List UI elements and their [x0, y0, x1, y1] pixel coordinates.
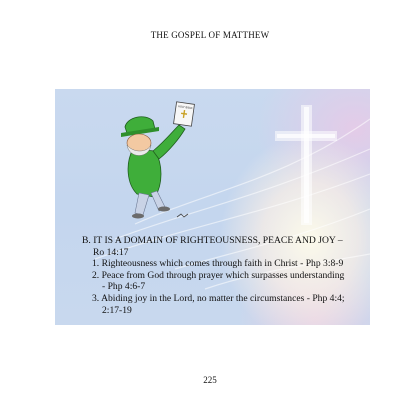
slide-heading: B. IT IS A DOMAIN OF RIGHTEOUSNESS, PEACE AND JOY – [82, 235, 343, 246]
list-item-continued: 2:17-19 [102, 304, 132, 316]
list-item: 3. Abiding joy in the Lord, no matter the circumstances - Php 4:4; [92, 292, 345, 304]
bible-icon [174, 102, 195, 126]
bible-label: HOLY BIBLE [177, 105, 193, 111]
page-header: THE GOSPEL OF MATTHEW [150, 30, 270, 40]
cartoon-figure-illustration [121, 117, 188, 219]
list-item-continued: - Php 4:6-7 [102, 281, 146, 293]
slide-image [55, 89, 370, 325]
slide-text-block [55, 235, 370, 316]
cross-icon [275, 105, 337, 225]
list-item: 1. Righteousness which comes through faith in Christ - Php 3:8-9 [92, 258, 344, 270]
slide-heading-continued: Ro 14:17 [93, 246, 129, 258]
page-number: 225 [203, 375, 217, 385]
list-item: 2. Peace from God through prayer which surpasses understanding [92, 269, 345, 281]
